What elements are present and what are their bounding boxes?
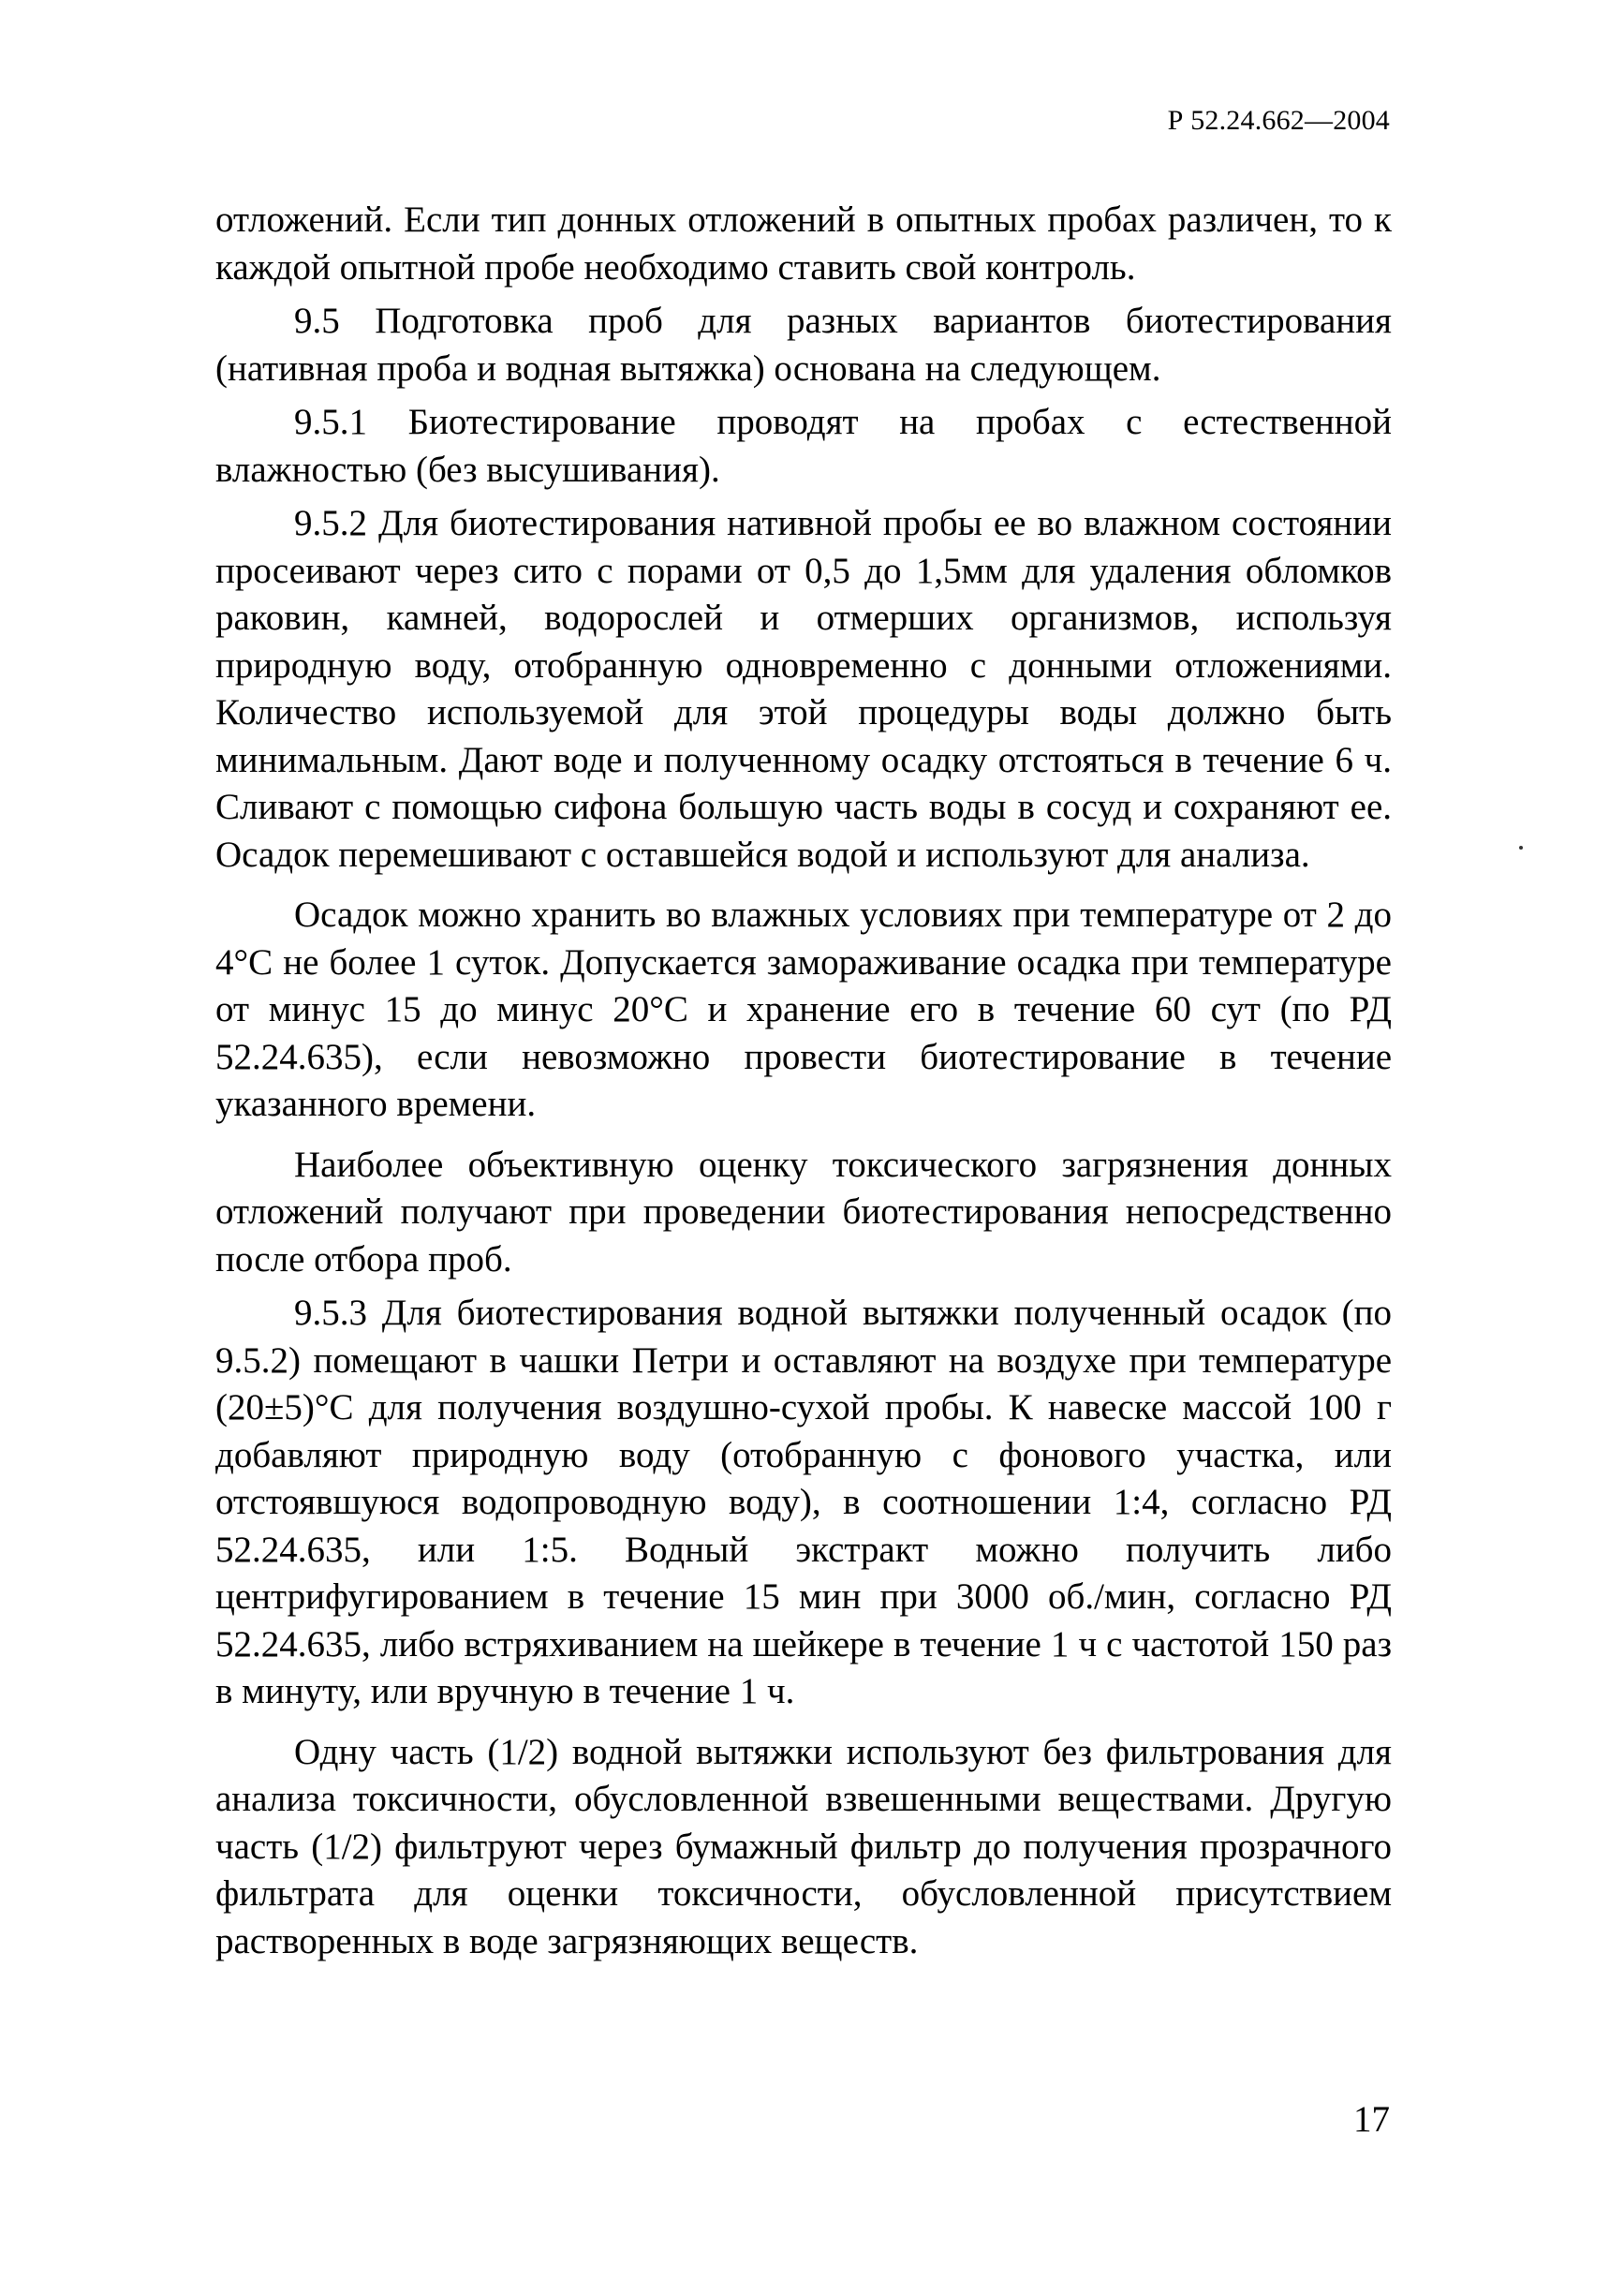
page-number: 17	[1353, 2099, 1390, 2139]
body-text	[215, 197, 1392, 1965]
paragraph-9-5-2: 9.5.2 Для биотестирования нативной пробы ее во влажном состоянии просеивают через сито с порами от 0,5 до 1,5мм для удаления обломков раковин, камней, водорослей и отмерших организмов, используя природную воду, отобранную одновременно с донными отложениями. Количество используемой для этой процедуры воды должно быть минимальным. Дают воде и полученному осадку отстояться в течение 6 ч. Сливают с помощью сифона большую часть воды в сосуд и сохраняют ее. Осадок перемешивают с оставшейся водой и используют для анализа.	[215, 503, 1392, 875]
paragraph-9-5: 9.5 Подготовка проб для разных вариантов биотестирования (нативная проба и водная вытяжка) основана на следующем.	[215, 301, 1392, 389]
document-code-header: Р 52.24.662—2004	[1167, 105, 1390, 136]
paragraph-continuation: отложений. Если тип донных отложений в опытных пробах различен, то к каждой опытной пробе необходимо ставить свой контроль.	[215, 200, 1392, 288]
scan-speck	[1519, 846, 1523, 850]
paragraph-9-5-1: 9.5.1 Биотестирование проводят на пробах с естественной влажностью (без высушивания).	[215, 402, 1392, 490]
paragraph-9-5-3: 9.5.3 Для биотестирования водной вытяжки полученный осадок (по 9.5.2) помещают в чашки Петри и оставляют на воздухе при температуре (20±5)°С для получения воздушно-сухой пробы. К навеске массой 100 г добавляют природную воду (отобранную с фонового участка, или отстоявшуюся водопроводную воду), в соотношении 1:4, согласно РД 52.24.635, или 1:5. Водный экстракт можно получить либо центрифугированием в течение 15 мин при 3000 об./мин, согласно РД 52.24.635, либо встряхиванием на шейкере в течение 1 ч с частотой 150 раз в минуту, или вручную в течение 1 ч.	[215, 1293, 1392, 1711]
paragraph-filtration: Одну часть (1/2) водной вытяжки используют без фильтрования для анализа токсичности, обусловленной взвешенными веществами. Другую часть (1/2) фильтруют через бумажный фильтр до получения прозрачного фильтрата для оценки токсичности, обусловленной присутствием растворенных в воде загрязняющих веществ.	[215, 1731, 1392, 1961]
paragraph-objective-assessment: Наиболее объективную оценку токсического загрязнения донных отложений получают при проведении биотестирования непосредственно после отбора проб.	[215, 1144, 1392, 1280]
paragraph-sediment-storage: Осадок можно хранить во влажных условиях при температуре от 2 до 4°С не более 1 суток. Допускается замораживание осадка при температуре от минус 15 до минус 20°С и хранение его в течение 60 сут (по РД 52.24.635), если невозможно провести биотестирование в течение указанного времени.	[215, 895, 1392, 1124]
